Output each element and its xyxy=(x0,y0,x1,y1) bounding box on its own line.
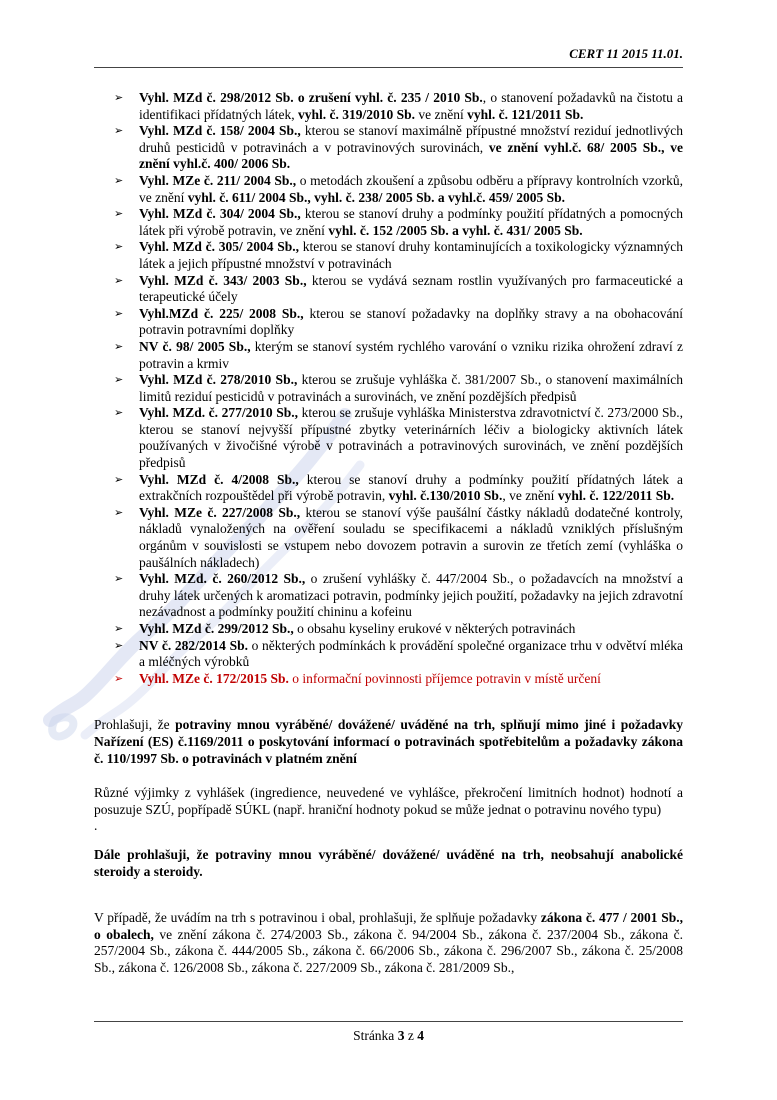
text-segment: z xyxy=(404,1028,418,1043)
text-segment: 4 xyxy=(417,1028,424,1043)
arrow-bullet-icon: ➢ xyxy=(114,273,124,287)
regulation-list-item xyxy=(94,472,683,505)
document-content xyxy=(94,90,683,977)
regulation-text xyxy=(139,621,575,636)
regulation-list xyxy=(94,90,683,687)
text-segment: zákona č. 477 / 2001 Sb., o obalech, xyxy=(94,910,683,942)
text-segment: Vyhl. MZd č. 305/ 2004 Sb., xyxy=(139,239,300,255)
text-segment: Vyhl. MZd č. 343/ 2003 Sb., xyxy=(139,272,307,288)
regulation-text xyxy=(139,273,683,305)
text-segment: Vyhl. MZe č. 172/2015 Sb. xyxy=(139,670,289,686)
text-segment: NV č. 98/ 2005 Sb., xyxy=(139,338,251,354)
regulation-list-item xyxy=(94,90,683,123)
steroids-declaration-paragraph xyxy=(94,847,683,880)
regulation-list-item xyxy=(94,273,683,306)
arrow-bullet-icon: ➢ xyxy=(114,572,124,586)
arrow-bullet-icon: ➢ xyxy=(114,638,124,652)
page-header xyxy=(94,46,683,68)
arrow-bullet-icon: ➢ xyxy=(114,622,124,635)
text-segment: Vyhl. MZd č. 158/ 2004 Sb., xyxy=(139,123,301,139)
regulation-list-item xyxy=(94,571,683,621)
page-number-text xyxy=(353,1028,424,1043)
declaration-paragraph xyxy=(94,717,683,767)
regulation-text xyxy=(139,405,683,470)
text-segment: vyhl. č. 611/ 2004 Sb., vyhl. č. 238/ 2005 Sb. a vyhl.č. 459/ 2005 Sb. xyxy=(187,189,566,205)
text-segment: Vyhl. MZe č. 227/2008 Sb., xyxy=(139,504,301,520)
arrow-bullet-icon: ➢ xyxy=(114,306,124,320)
regulation-list-item xyxy=(94,621,683,638)
text-segment: Vyhl. MZd. č. 277/2010 Sb., xyxy=(139,405,298,421)
regulation-text xyxy=(139,306,683,338)
regulation-list-item xyxy=(94,206,683,239)
regulation-text xyxy=(139,638,683,670)
regulation-text xyxy=(139,90,683,122)
text-segment: o informační povinnosti příjemce potravin v místě určení xyxy=(288,670,601,686)
text-segment: vyhl. č. 319/2010 Sb. xyxy=(297,106,415,122)
text-segment: kterou se stanoví druhy a podmínky použití přídatných a pomocných látek při výrobě potravin, ve znění xyxy=(139,206,683,238)
text-segment: vyhl. č. 121/2011 Sb. xyxy=(467,106,584,122)
text-segment: Různé výjimky z vyhlášek (ingredience, neuvedené ve vyhlášce, překročení limitních hodnot) hodnotí a posuzuje SZÚ, popřípadě SÚKL (např. hraniční hodnoty pokud se může jednat o potravinu nového typu) xyxy=(94,785,683,817)
text-segment: NV č. 282/2014 Sb. xyxy=(139,637,248,653)
regulation-text xyxy=(139,372,683,404)
text-segment: Stránka xyxy=(353,1028,398,1043)
regulation-list-item xyxy=(94,638,683,671)
text-segment: o zrušení vyhlášky č. 447/2004 Sb., o požadavcích na množství a druhy látek určených k aromatizaci potravin, podmínky jejich použití, požadavky na jejich zdravotní nezávadnost a podmínky použití chininu a kofeinu xyxy=(139,571,683,620)
text-segment: o obsahu kyseliny erukové v některých potravinách xyxy=(293,621,576,636)
text-segment: Vyhl. MZd č. 299/2012 Sb., xyxy=(139,621,294,636)
arrow-bullet-icon: ➢ xyxy=(114,472,124,486)
text-segment: potraviny mnou vyráběné/ dovážené/ uváděné na trh, splňují mimo jiné i požadavky Nařízení (ES) č.1169/2011 o poskytování informací o potravinách spotřebitelům a požadavky zákona č. 110/1997 Sb. o potravinách v platném znění xyxy=(94,717,683,766)
header-text: CERT 11 2015 11.01. xyxy=(569,46,683,61)
text-segment: vyhl. č.130/2010 Sb. xyxy=(388,488,503,504)
text-segment: kterou se zrušuje vyhláška Ministerstva zdravotnictví č. 273/2000 Sb., kterou se stanoví nejvyšší přípustné zbytky veterinárních léčiv a biologicky aktivních látek používaných v živočišné výrobě v potravinách a potravinových surovinách, ve znění pozdějších předpisů xyxy=(139,405,683,471)
arrow-bullet-icon: ➢ xyxy=(114,240,124,254)
text-segment: kterou se stanoví výše paušální částky nákladů dodatečné kontroly, nákladů vynaložených na ověření souladu se specifikacemi a nákladů vzniklých příslušným orgánům v souvislosti se vstupem nebo dovozem potravin a surovin ze třetích zemí (vyhláška o paušálních nákladech) xyxy=(139,504,683,570)
exceptions-paragraph xyxy=(94,785,683,818)
text-segment: 3 xyxy=(397,1028,405,1043)
regulation-text xyxy=(139,239,683,271)
text-segment: kterou se stanoví druhy kontaminujících a toxikologicky významných látek a jejich přípustné množství v potravinách xyxy=(139,239,683,271)
page-footer xyxy=(94,1021,683,1044)
text-segment: vyhl. č. 152 /2005 Sb. a vyhl. č. 431/ 2005 Sb. xyxy=(328,222,583,238)
text-segment: Vyhl. MZd č. 304/ 2004 Sb., xyxy=(139,206,301,222)
regulation-list-item xyxy=(94,306,683,339)
arrow-bullet-icon: ➢ xyxy=(114,91,124,104)
stray-period: . xyxy=(94,818,98,834)
arrow-bullet-icon: ➢ xyxy=(114,671,124,685)
text-segment: Vyhl. MZd č. 278/2010 Sb., xyxy=(139,372,298,388)
text-segment: ve znění xyxy=(414,106,468,122)
text-segment: , ve znění xyxy=(502,488,558,504)
text-segment: kterou se stanoví druhy a podmínky použití přídatných látek a extrakčních rozpouštědel při výrobě potravin, xyxy=(139,471,683,504)
regulation-list-item xyxy=(94,671,683,688)
text-segment: V případě, že uvádím na trh s potravinou i obal, prohlašuji, že splňuje požadavky xyxy=(94,910,541,926)
text-segment: Vyhl. MZe č. 211/ 2004 Sb., xyxy=(139,172,297,188)
regulation-list-item xyxy=(94,372,683,405)
regulation-text xyxy=(139,173,683,205)
text-segment: , o stanovení požadavků na čistotu a identifikaci přídatných látek, xyxy=(139,90,683,122)
text-segment: kterou se zrušuje vyhláška č. 381/2007 Sb., o stanovení maximálních limitů reziduí pesticidů v potravinách a surovinách, ve znění pozdějších předpisů xyxy=(139,372,683,404)
arrow-bullet-icon: ➢ xyxy=(114,124,124,138)
regulation-text xyxy=(139,505,683,570)
text-segment: kterou se stanoví požadavky na doplňky stravy a na obohacování potravin potravními doplňky xyxy=(139,305,683,338)
regulation-list-item xyxy=(94,239,683,272)
arrow-bullet-icon: ➢ xyxy=(114,339,124,353)
text-segment: o metodách zkoušení a způsobu odběru a přípravy kontrolních vzorků, ve znění xyxy=(139,172,683,205)
text-segment: vyhl. č. 122/2011 Sb. xyxy=(557,488,675,504)
arrow-bullet-icon: ➢ xyxy=(114,373,124,387)
text-segment: kterým se stanoví systém rychlého varování o vzniku rizika ohrožení zdraví z potravin a krmiv xyxy=(139,338,683,371)
text-segment: ve znění vyhl.č. 68/ 2005 Sb., ve znění vyhl.č. 400/ 2006 Sb. xyxy=(139,139,683,172)
regulation-list-item xyxy=(94,405,683,471)
text-segment: ve znění zákona č. 274/2003 Sb., zákona č. 94/2004 Sb., zákona č. 237/2004 Sb., zákona č. 257/2004 Sb., zákona č. 444/2005 Sb., zákona č. 66/2006 Sb., zákona č. 296/2007 Sb., zákona č. 25/2008 Sb., zákona č. 126/2008 Sb., zákona č. 227/2009 Sb., zákona č. 281/2009 Sb., xyxy=(94,926,683,975)
text-segment: Prohlašuji, že xyxy=(94,717,176,733)
arrow-bullet-icon: ➢ xyxy=(114,505,124,519)
text-segment: Vyhl. MZd č. 298/2012 Sb. o zrušení vyhl. č. 235 / 2010 Sb. xyxy=(139,90,483,105)
text-segment: o některých podmínkách k provádění společné organizace trhu v odvětví mléka a mléčných výrobků xyxy=(139,637,684,670)
regulation-list-item xyxy=(94,339,683,372)
arrow-bullet-icon: ➢ xyxy=(114,406,124,420)
regulation-text xyxy=(139,123,683,171)
regulation-text xyxy=(139,206,683,238)
arrow-bullet-icon: ➢ xyxy=(114,173,124,187)
regulation-text xyxy=(139,571,683,619)
text-segment: Vyhl.MZd č. 225/ 2008 Sb., xyxy=(139,305,304,321)
text-segment: kterou se stanoví maximálně přípustné množství reziduí jednotlivých druhů pesticidů v potravinách a v potravinových surovinách, xyxy=(139,123,683,155)
packaging-paragraph xyxy=(94,910,683,976)
arrow-bullet-icon: ➢ xyxy=(114,207,124,221)
regulation-list-item xyxy=(94,123,683,173)
regulation-text xyxy=(139,671,601,686)
regulation-text xyxy=(139,339,683,371)
regulation-list-item xyxy=(94,173,683,206)
text-segment: kterou se vydává seznam rostlin využívaných pro farmaceutické a terapeutické účely xyxy=(139,272,683,305)
text-segment: Dále prohlašuji, že potraviny mnou vyráběné/ dovážené/ uváděné na trh, neobsahují anabolické steroidy a steroidy. xyxy=(94,846,683,879)
regulation-list-item xyxy=(94,505,683,571)
regulation-text xyxy=(139,472,683,504)
text-segment: Vyhl. MZd č. 4/2008 Sb., xyxy=(139,471,299,487)
text-segment: Vyhl. MZd. č. 260/2012 Sb., xyxy=(139,571,306,587)
